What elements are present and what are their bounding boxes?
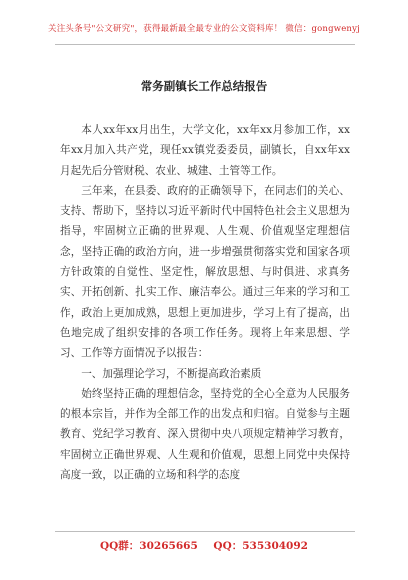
footer-qq-group: QQ群：30265665 xyxy=(100,540,198,552)
footer-contact xyxy=(0,538,408,553)
section-heading: 一、加强理论学习，不断提高政治素质 xyxy=(81,367,262,380)
paragraph-section: 始终坚持正确的理想信念，坚持党的全心全意为人民服务的根本宗旨，并作为全部工作的出发点和归宿。自觉参与主题教育、党纪学习教育、深入贯彻中央八项规定精神学习教育，牢固树立正确世界观、人生观和价值观，思想上同党中央保持高度一致，以正确的立场和科学的态度 xyxy=(60,387,350,482)
paragraph-intro: 本人xx年xx月出生，大学文化，xx年xx月参加工作，xx年xx月加入共产党，现任xx镇党委委员，副镇长，自xx年xx月起先后分管财税、农业、城建、土管等工作。 xyxy=(60,124,350,177)
document-body xyxy=(60,120,350,485)
footer-qq: QQ：535304092 xyxy=(213,540,308,552)
document-title: 常务副镇长工作总结报告 xyxy=(140,79,268,93)
header-divider xyxy=(55,44,355,45)
header-banner: 关注头条号"公文研究"，获得最新最全最专业的公文资料库！ 微信：gongwenyj xyxy=(48,24,360,34)
paragraph-summary: 三年来，在县委、政府的正确领导下，在同志们的关心、支持、帮助下，坚持以习近平新时代中国特色社会主义思想为指导，牢固树立正确的世界观、人生观、价值观坚定理想信念，坚持正确的政治方向，进一步增强贯彻落实党和国家各项方针政策的自觉性、坚定性，解放思想、与时俱进、求真务实、开拓创新、扎实工作、廉洁奉公。通过三年来的学习和工作，政治上更加成熟，思想上更加进步，学习上有了提高，出色地完成了组织安排的各项工作任务。现将上年来思想、学习、工作等方面情况予以报告： xyxy=(60,184,350,360)
footer-divider xyxy=(55,531,355,532)
